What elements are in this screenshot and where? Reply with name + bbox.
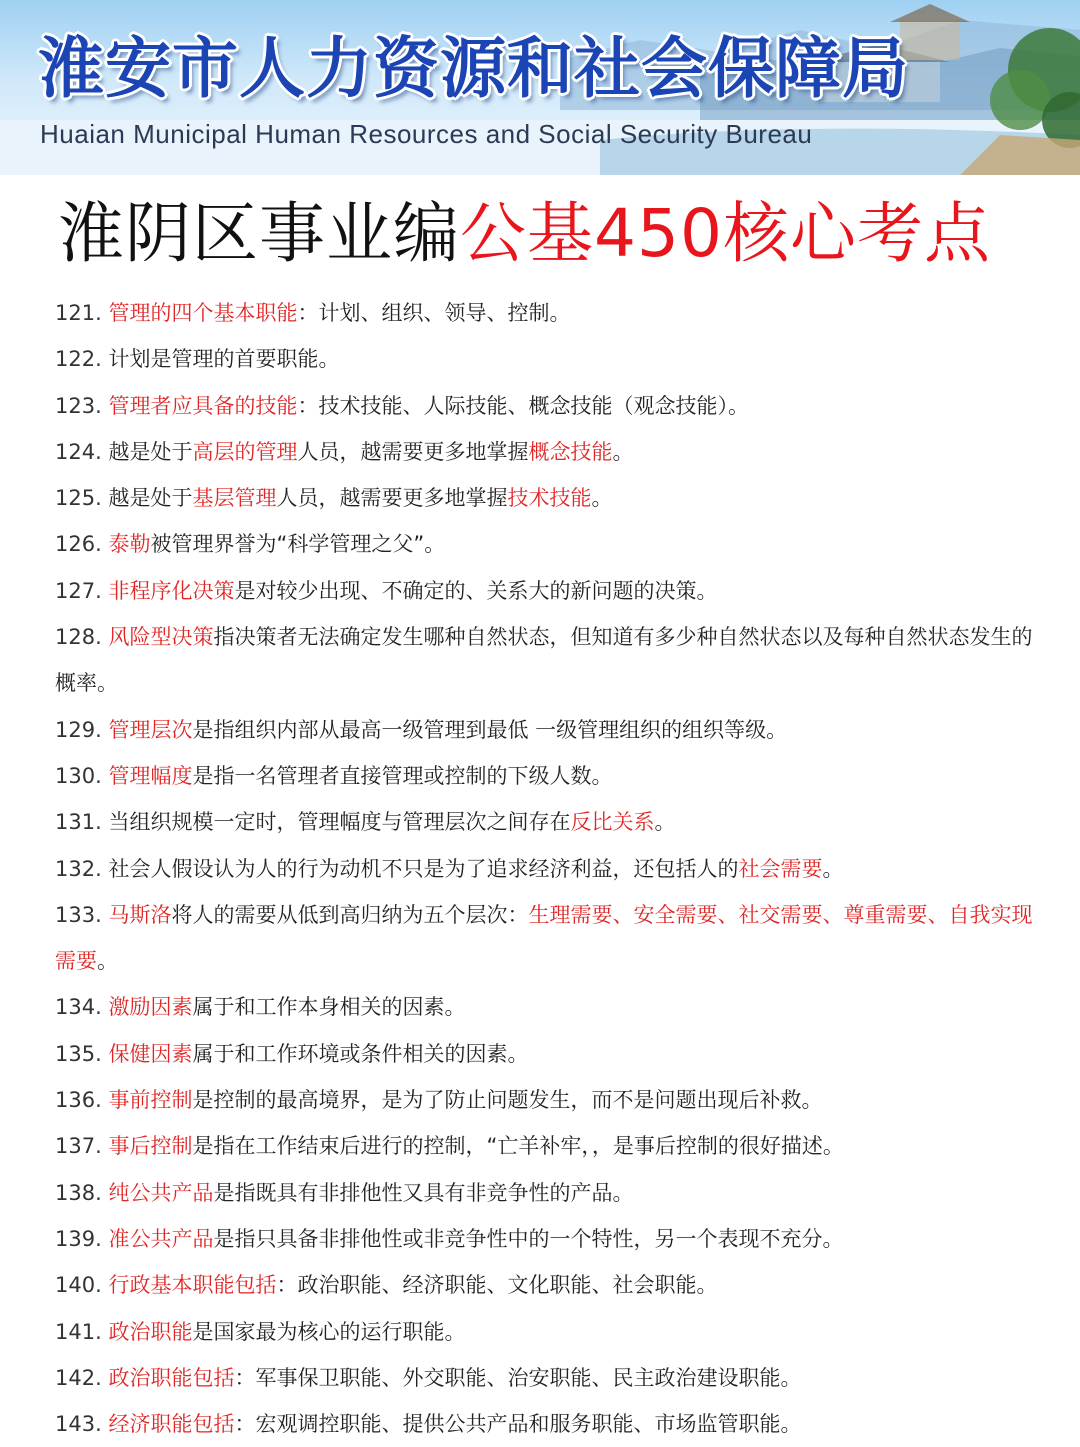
list-item: 139. 准公共产品是指只具备非排他性或非竞争性中的一个特性，另一个表现不充分。: [55, 1226, 844, 1251]
list-item: 128. 风险型决策指决策者无法确定发生哪种自然状态，但知道有多少种自然状态以及每种自然状态发生的概率。: [55, 625, 1033, 696]
list-item: 138. 纯公共产品是指既具有非排他性又具有非竞争性的产品。: [55, 1180, 634, 1205]
title-red-part: 公基450核心考点: [460, 195, 991, 272]
list-item: 125. 越是处于基层管理人员，越需要更多地掌握技术技能。: [55, 486, 613, 511]
list-item: 143. 经济职能包括：宏观调控职能、提供公共产品和服务职能、市场监管职能。: [55, 1412, 802, 1437]
list-item: 137. 事后控制是指在工作结束后进行的控制，“亡羊补牢，，是事后控制的很好描述。: [55, 1134, 844, 1159]
list-item: 121. 管理的四个基本职能：计划、组织、领导、控制。: [55, 301, 571, 325]
list-item: 130. 管理幅度是指一名管理者直接管理或控制的下级人数。: [55, 763, 613, 788]
list-item: 141. 政治职能是国家最为核心的运行职能。: [55, 1319, 466, 1344]
title-black-part: 淮阴区事业编: [58, 195, 460, 272]
list-item: 122. 计划是管理的首要职能。: [55, 347, 340, 372]
list-item: 133. 马斯洛将人的需要从低到高归纳为五个层次：生理需要、安全需要、社交需要、尊重需要、自我实现需要。: [55, 902, 1033, 974]
list-item: 134. 激励因素属于和工作本身相关的因素。: [55, 995, 466, 1020]
bureau-title: 淮安市人力资源和社会保障局: [38, 29, 909, 107]
list-item: 127. 非程序化决策是对较少出现、不确定的、关系大的新问题的决策。: [55, 578, 718, 603]
knowledge-point-list: [55, 290, 1055, 1447]
list-item: 124. 越是处于高层的管理人员，越需要更多地掌握概念技能。: [55, 439, 634, 464]
list-item: 140. 行政基本职能包括：政治职能、经济职能、文化职能、社会职能。: [55, 1273, 718, 1298]
list-item: 135. 保健因素属于和工作环境或条件相关的因素。: [55, 1041, 529, 1066]
bureau-subtitle: Huaian Municipal Human Resources and Social Security Bureau: [40, 119, 813, 149]
list-item: 126. 泰勒被管理界誉为“科学管理之父”。: [55, 532, 446, 557]
page-title: [58, 186, 1068, 282]
header-banner: [0, 0, 1080, 175]
list-item: 129. 管理层次是指组织内部从最高一级管理到最低 一级管理组织的组织等级。: [55, 717, 788, 742]
list-item: 142. 政治职能包括：军事保卫职能、外交职能、治安职能、民主政治建设职能。: [55, 1365, 802, 1390]
list-item: 132. 社会人假设认为人的行为动机不只是为了追求经济利益，还包括人的社会需要。: [55, 856, 844, 881]
list-item: 123. 管理者应具备的技能：技术技能、人际技能、概念技能（观念技能）。: [55, 393, 749, 418]
list-item: 136. 事前控制是控制的最高境界，是为了防止问题发生，而不是问题出现后补救。: [55, 1088, 823, 1113]
list-item: 131. 当组织规模一定时，管理幅度与管理层次之间存在反比关系。: [55, 810, 676, 835]
